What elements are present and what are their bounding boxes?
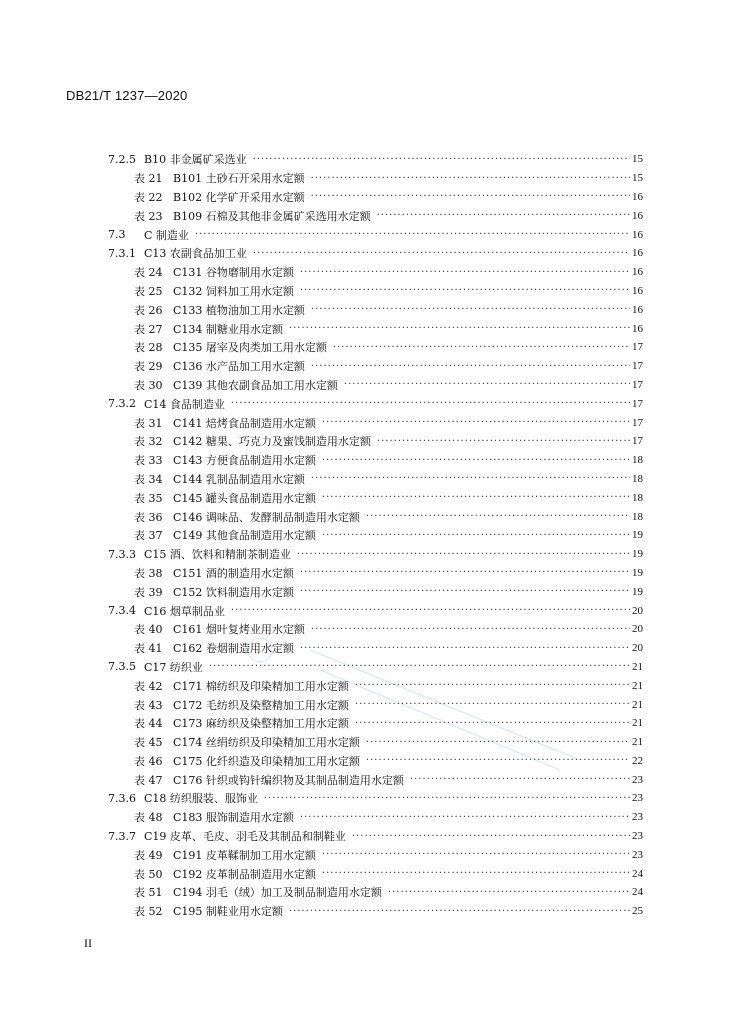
toc-entry-title: C191 皮革鞣制加工用水定额: [173, 848, 316, 862]
toc-entry-number: 表 37: [134, 529, 163, 543]
dot-leader: [231, 398, 630, 409]
toc-entry-number: 表 21: [134, 172, 163, 186]
toc-entry-page: 18: [632, 454, 643, 467]
toc-table-entry[interactable]: [108, 526, 643, 545]
toc-entry-page: 17: [632, 360, 643, 373]
toc-entry-page: 23: [632, 830, 643, 843]
toc-entry-title: C161 烟叶复烤业用水定额: [173, 623, 305, 637]
toc-table-entry[interactable]: [108, 357, 643, 376]
toc-entry-title: C134 制糖业用水定额: [173, 322, 283, 336]
toc-entry-page: 21: [632, 717, 643, 730]
toc-section-entry[interactable]: [108, 789, 643, 808]
dot-leader: [253, 154, 630, 165]
toc-entry-title: C19 皮革、毛皮、羽毛及其制品和制鞋业: [144, 830, 346, 844]
toc-entry-title: C149 其他食品制造用水定额: [173, 529, 316, 543]
toc-section-entry[interactable]: [108, 545, 643, 564]
dot-leader: [355, 699, 630, 710]
dot-leader: [322, 492, 630, 503]
toc-table-entry[interactable]: [108, 752, 643, 771]
document-code: DB21/T 1237—2020: [66, 88, 188, 103]
toc-entry-title: C192 皮革制品制造用水定额: [173, 867, 316, 881]
toc-table-entry[interactable]: [108, 432, 643, 451]
toc-entry-title: C 制造业: [144, 228, 189, 242]
dot-leader: [300, 812, 630, 823]
toc-entry-number: 7.3.1: [108, 246, 136, 260]
toc-entry-number: 表 40: [134, 623, 163, 637]
toc-entry-number: 7.3.2: [108, 397, 136, 411]
toc-entry-number: 表 28: [134, 341, 163, 355]
dot-leader: [195, 229, 630, 240]
dot-leader: [344, 379, 630, 390]
dot-leader: [322, 417, 630, 428]
toc-entry-number: 表 32: [134, 435, 163, 449]
toc-entry-number: 表 49: [134, 848, 163, 862]
toc-entry-title: C142 糖果、巧克力及蜜饯制造用水定额: [173, 435, 371, 449]
toc-entry-title: C174 丝绢纺织及印染精加工用水定额: [173, 736, 360, 750]
dot-leader: [311, 173, 630, 184]
toc-entry-page: 24: [632, 867, 643, 880]
dot-leader: [352, 831, 630, 842]
toc-entry-page: 20: [632, 623, 643, 636]
page-number: II: [84, 936, 92, 950]
toc-entry-page: 21: [632, 660, 643, 673]
toc-entry-number: 表 22: [134, 190, 163, 204]
toc-entry-title: C141 焙烤食品制造用水定额: [173, 416, 316, 430]
toc-table-entry[interactable]: [108, 808, 643, 827]
toc-entry-title: C136 水产品加工用水定额: [173, 360, 305, 374]
toc-entry-title: B109 石棉及其他非金属矿采选用水定额: [173, 209, 371, 223]
toc-entry-number: 表 45: [134, 736, 163, 750]
toc-entry-number: 表 51: [134, 886, 163, 900]
toc-entry-page: 18: [632, 491, 643, 504]
toc-entry-number: 表 41: [134, 642, 163, 656]
toc-table-entry[interactable]: [108, 413, 643, 432]
toc-entry-title: C14 食品制造业: [144, 397, 225, 411]
toc-entry-page: 16: [632, 209, 643, 222]
toc-entry-number: 7.3.5: [108, 660, 136, 674]
toc-entry-page: 24: [632, 886, 643, 899]
toc-entry-page: 19: [632, 529, 643, 542]
toc-entry-title: C133 植物油加工用水定额: [173, 303, 305, 317]
toc-entry-title: C139 其他农副食品加工用水定额: [173, 378, 338, 392]
toc-entry-number: 表 52: [134, 905, 163, 919]
toc-entry-title: C145 罐头食品制造用水定额: [173, 491, 316, 505]
toc-entry-page: 16: [632, 266, 643, 279]
toc-entry-title: C173 麻纺织及染整精加工用水定额: [173, 717, 349, 731]
toc-entry-title: C16 烟草制品业: [144, 604, 225, 618]
toc-table-entry[interactable]: [108, 206, 643, 225]
dot-leader: [300, 285, 630, 296]
toc-section-entry[interactable]: [108, 827, 643, 846]
toc-table-entry[interactable]: [108, 883, 643, 902]
toc-entry-number: 表 35: [134, 491, 163, 505]
toc-table-entry[interactable]: [108, 564, 643, 583]
dot-leader: [264, 793, 630, 804]
dot-leader: [297, 549, 630, 560]
dot-leader: [333, 342, 630, 353]
toc-entry-page: 21: [632, 698, 643, 711]
toc-entry-number: 表 34: [134, 472, 163, 486]
toc-table-entry[interactable]: [108, 676, 643, 695]
toc-entry-number: 表 50: [134, 867, 163, 881]
toc-entry-page: 17: [632, 341, 643, 354]
toc-entry-page: 19: [632, 548, 643, 561]
dot-leader: [322, 849, 630, 860]
toc-entry-number: 7.3.6: [108, 791, 136, 805]
table-of-contents: [108, 150, 643, 921]
toc-entry-title: C152 饮料制造用水定额: [173, 585, 294, 599]
toc-entry-page: 15: [632, 153, 643, 166]
toc-table-entry[interactable]: [108, 376, 643, 395]
toc-entry-title: B101 土砂石开采用水定额: [173, 172, 305, 186]
toc-entry-number: 表 46: [134, 754, 163, 768]
toc-entry-number: 表 33: [134, 454, 163, 468]
toc-table-entry[interactable]: [108, 451, 643, 470]
dot-leader: [289, 906, 630, 917]
dot-leader: [388, 887, 630, 898]
toc-entry-title: B102 化学矿开采用水定额: [173, 190, 305, 204]
toc-entry-page: 17: [632, 416, 643, 429]
toc-entry-number: 表 44: [134, 717, 163, 731]
toc-entry-title: C151 酒的制造用水定额: [173, 566, 294, 580]
toc-table-entry[interactable]: [108, 639, 643, 658]
toc-section-entry[interactable]: [108, 225, 643, 244]
dot-leader: [366, 755, 630, 766]
toc-section-entry[interactable]: [108, 601, 643, 620]
toc-entry-title: C15 酒、饮料和精制茶制造业: [144, 548, 291, 562]
dot-leader: [300, 586, 630, 597]
toc-entry-page: 25: [632, 905, 643, 918]
toc-entry-number: 7.3.3: [108, 547, 136, 561]
toc-entry-title: C176 针织或钩针编织物及其制品制造用水定额: [173, 773, 404, 787]
toc-entry-number: 表 39: [134, 585, 163, 599]
toc-table-entry[interactable]: [108, 714, 643, 733]
dot-leader: [355, 680, 630, 691]
toc-entry-number: 表 27: [134, 322, 163, 336]
toc-entry-title: C13 农副食品加工业: [144, 247, 247, 261]
toc-table-entry[interactable]: [108, 845, 643, 864]
toc-entry-page: 16: [632, 322, 643, 335]
toc-entry-title: B10 非金属矿采选业: [144, 153, 247, 167]
toc-entry-page: 19: [632, 566, 643, 579]
toc-entry-number: 表 36: [134, 510, 163, 524]
dot-leader: [366, 737, 630, 748]
dot-leader: [410, 774, 630, 785]
toc-entry-page: 18: [632, 510, 643, 523]
toc-table-entry[interactable]: [108, 507, 643, 526]
toc-entry-page: 16: [632, 190, 643, 203]
toc-entry-title: C162 卷烟制造用水定额: [173, 642, 294, 656]
dot-leader: [253, 248, 630, 259]
toc-entry-number: 7.3: [108, 228, 126, 242]
dot-leader: [355, 718, 630, 729]
dot-leader: [289, 323, 630, 334]
toc-entry-number: 表 23: [134, 209, 163, 223]
toc-entry-page: 16: [632, 303, 643, 316]
dot-leader: [311, 304, 630, 315]
toc-table-entry[interactable]: [108, 263, 643, 282]
toc-table-entry[interactable]: [108, 488, 643, 507]
dot-leader: [322, 455, 630, 466]
toc-table-entry[interactable]: [108, 188, 643, 207]
toc-table-entry[interactable]: [108, 620, 643, 639]
dot-leader: [300, 643, 630, 654]
toc-section-entry[interactable]: [108, 244, 643, 263]
dot-leader: [322, 530, 630, 541]
toc-entry-number: 表 25: [134, 284, 163, 298]
toc-table-entry[interactable]: [108, 338, 643, 357]
toc-entry-page: 23: [632, 811, 643, 824]
toc-entry-page: 15: [632, 172, 643, 185]
toc-entry-page: 17: [632, 435, 643, 448]
toc-entry-number: 表 43: [134, 698, 163, 712]
toc-section-entry[interactable]: [108, 394, 643, 413]
toc-entry-page: 17: [632, 378, 643, 391]
toc-entry-number: 表 47: [134, 773, 163, 787]
toc-entry-number: 表 31: [134, 416, 163, 430]
toc-table-entry[interactable]: [108, 582, 643, 601]
dot-leader: [300, 267, 630, 278]
toc-table-entry[interactable]: [108, 864, 643, 883]
toc-entry-page: 22: [632, 754, 643, 767]
toc-entry-title: C146 调味品、发酵制品制造用水定额: [173, 510, 360, 524]
dot-leader: [366, 511, 630, 522]
toc-entry-page: 23: [632, 848, 643, 861]
toc-table-entry[interactable]: [108, 319, 643, 338]
toc-entry-number: 表 48: [134, 811, 163, 825]
toc-table-entry[interactable]: [108, 470, 643, 489]
toc-entry-title: C17 纺织业: [144, 660, 203, 674]
toc-table-entry[interactable]: [108, 300, 643, 319]
dot-leader: [231, 605, 630, 616]
toc-entry-title: C194 羽毛（绒）加工及制品制造用水定额: [173, 886, 382, 900]
toc-entry-title: C143 方便食品制造用水定额: [173, 454, 316, 468]
toc-entry-page: 18: [632, 472, 643, 485]
toc-entry-page: 16: [632, 228, 643, 241]
dot-leader: [311, 191, 630, 202]
toc-entry-title: C171 棉纺织及印染精加工用水定额: [173, 679, 349, 693]
dot-leader: [377, 210, 630, 221]
toc-entry-title: C172 毛纺织及染整精加工用水定额: [173, 698, 349, 712]
toc-table-entry[interactable]: [108, 902, 643, 921]
toc-entry-page: 19: [632, 585, 643, 598]
toc-entry-title: C195 制鞋业用水定额: [173, 905, 283, 919]
dot-leader: [322, 868, 630, 879]
toc-entry-page: 21: [632, 736, 643, 749]
toc-entry-title: C18 纺织服装、服饰业: [144, 792, 258, 806]
toc-table-entry[interactable]: [108, 282, 643, 301]
toc-entry-page: 20: [632, 642, 643, 655]
toc-entry-page: 16: [632, 247, 643, 260]
toc-entry-number: 表 24: [134, 266, 163, 280]
toc-entry-number: 7.3.7: [108, 829, 136, 843]
dot-leader: [377, 436, 630, 447]
toc-entry-page: 23: [632, 773, 643, 786]
toc-entry-title: C132 饲料加工用水定额: [173, 284, 294, 298]
dot-leader: [311, 624, 630, 635]
toc-section-entry[interactable]: [108, 150, 643, 169]
dot-leader: [300, 567, 630, 578]
toc-table-entry[interactable]: [108, 169, 643, 188]
toc-entry-title: C131 谷物磨制用水定额: [173, 266, 294, 280]
toc-section-entry[interactable]: [108, 658, 643, 677]
toc-entry-number: 表 26: [134, 303, 163, 317]
toc-entry-page: 16: [632, 284, 643, 297]
toc-entry-page: 17: [632, 397, 643, 410]
toc-entry-number: 表 30: [134, 378, 163, 392]
toc-entry-number: 表 29: [134, 360, 163, 374]
toc-table-entry[interactable]: [108, 695, 643, 714]
dot-leader: [209, 661, 630, 672]
toc-entry-number: 表 38: [134, 566, 163, 580]
dot-leader: [311, 473, 630, 484]
toc-entry-page: 23: [632, 792, 643, 805]
dot-leader: [311, 361, 630, 372]
toc-table-entry[interactable]: [108, 770, 643, 789]
toc-entry-title: C175 化纤织造及印染精加工用水定额: [173, 754, 360, 768]
toc-entry-title: C135 屠宰及肉类加工用水定额: [173, 341, 327, 355]
toc-entry-number: 表 42: [134, 679, 163, 693]
toc-entry-title: C183 服饰制造用水定额: [173, 811, 294, 825]
toc-entry-number: 7.3.4: [108, 604, 136, 618]
toc-table-entry[interactable]: [108, 733, 643, 752]
toc-entry-number: 7.2.5: [108, 152, 136, 166]
toc-entry-page: 21: [632, 679, 643, 692]
toc-entry-title: C144 乳制品制造用水定额: [173, 472, 305, 486]
toc-entry-page: 20: [632, 604, 643, 617]
